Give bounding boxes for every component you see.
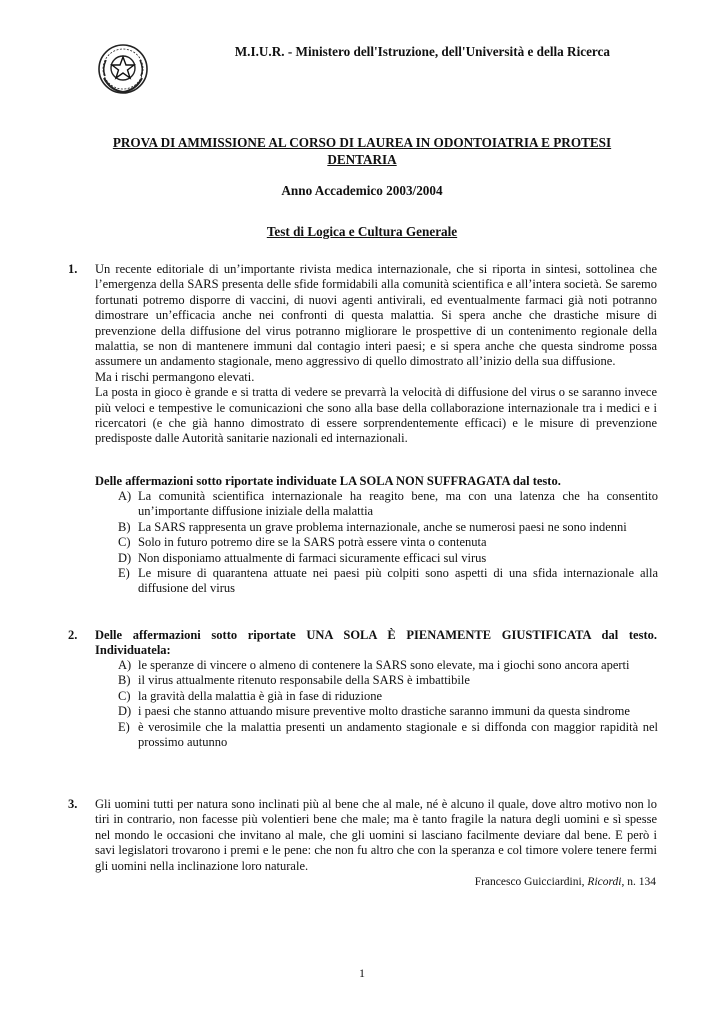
option xyxy=(118,489,658,520)
option xyxy=(118,520,658,535)
question-1-options xyxy=(118,489,658,597)
question-3-text: Gli uomini tutti per natura sono inclinati più al bene che al male, né è alcuno il quale, dove altro motivo non lo tiri in contrario, non facesse più volentieri bene che male; ma è tanto fragile la natura degli uomini e sì spesse nel mondo le occasioni che invitano al male, che gli uomini si lasciano facilmente deviare dal bene. E però i savi legislatori trovarono i premi e le pene: che non fu altro che con la speranza e col timore volere tenere fermi gli uomini nella inclinazione loro naturale. xyxy=(95,797,657,873)
question-1-number: 1. xyxy=(68,262,78,276)
question-3-number: 3. xyxy=(68,797,78,811)
option-letter: C) xyxy=(118,688,131,703)
option-letter: C) xyxy=(118,535,131,550)
option-text: i paesi che stanno attuando misure preventive molto drastiche saranno immuni da questa sindrome xyxy=(138,704,630,719)
exam-title: PROVA DI AMMISSIONE AL CORSO DI LAUREA IN ODONTOIATRIA E PROTESI DENTARIA xyxy=(112,135,612,167)
option-text: la gravità della malattia è già in fase di riduzione xyxy=(138,688,382,703)
italian-republic-emblem-icon xyxy=(96,42,150,96)
question-2-options xyxy=(118,658,658,750)
question-1-paragraph: Un recente editoriale di un’importante rivista medica internazionale, che si riporta in sintesi, sottolinea che l’emergenza della SARS presenta delle sfide formidabili alla comunità scientifica e all’intera società. Se saremo fortunati potremo disporre di vaccini, di nuovi agenti antivirali, ed eventualmente farmaci già noti potranno dimostrare un’efficacia anche nei confronti di questa malattia. Si spera anche che drastiche misure di prevenzione della diffusione del virus potranno migliorare le prospettive di un contenimento regionale della malattia, se non di mantenere immuni dal contagio interi paesi; e si spera anche che questa sindrome possa assumere un andamento stagionale, meno aggressivo di quello dimostrato all’inizio della sua diffusione. xyxy=(95,262,657,369)
option-letter: A) xyxy=(118,489,132,503)
option-letter: B) xyxy=(118,519,131,534)
test-subject: Test di Logica e Cultura Generale xyxy=(266,224,458,239)
option xyxy=(118,689,658,704)
option xyxy=(118,673,658,688)
option-text: Non disponiamo attualmente di farmaci sicuramente efficaci sul virus xyxy=(138,550,487,565)
option xyxy=(118,535,658,550)
option xyxy=(118,704,658,719)
option-text: Le misure di quarantena attuate nei paesi più colpiti sono aspetti di una sfida internazionale alla diffusione del virus xyxy=(138,566,658,596)
question-1-paragraph: Ma i rischi permangono elevati. xyxy=(95,369,255,384)
question-1-prompt: Delle affermazioni sotto riportate individuate LA SOLA NON SUFFRAGATA dal testo. xyxy=(95,474,561,488)
page-number: 1 xyxy=(359,966,365,980)
option xyxy=(118,566,658,597)
citation-author: Francesco Guicciardini, xyxy=(474,876,588,888)
option-text: le speranze di vincere o almeno di contenere la SARS sono elevate, ma i giochi sono ancora aperti xyxy=(138,658,630,672)
question-1-paragraph: La posta in gioco è grande e si tratta di vedere se prevarrà la velocità di diffusione del virus o se saranno invece più veloci e tempestive le comunicazioni che sono alla base della collaborazione internazionale tra i medici e i ricercatori (e che già hanno dimostrato di essere sorprendentemente efficaci) e le misure di prevenzione predisposte dalle Autorità sanitarie nazionali ed internazionali. xyxy=(95,385,657,446)
option-letter: E) xyxy=(118,719,130,734)
option-letter: E) xyxy=(118,566,130,581)
academic-year: Anno Accademico 2003/2004 xyxy=(281,183,443,198)
option-text: è verosimile che la malattia presenti un andamento stagionale e si diffonda con maggior rapidità nel prossimo autunno xyxy=(138,719,658,750)
option-text: il virus attualmente ritenuto responsabile della SARS è imbattibile xyxy=(138,673,470,688)
option xyxy=(118,658,658,673)
option-text: La SARS rappresenta un grave problema internazionale, anche se numerosi paesi ne sono indenni xyxy=(138,519,627,534)
question-2-number: 2. xyxy=(68,628,78,642)
option xyxy=(118,551,658,566)
ministry-heading: M.I.U.R. - Ministero dell'Istruzione, dell'Università e della Ricerca xyxy=(234,44,610,59)
citation-work: Ricordi xyxy=(587,876,622,888)
option xyxy=(118,720,658,751)
option-text: La comunità scientifica internazionale ha reagito bene, ma con una latenza che ha consentito un’importante diffusione iniziale della malattia xyxy=(138,489,658,519)
option-letter: B) xyxy=(118,673,131,688)
option-text: Solo in futuro potremo dire se la SARS potrà essere vinta o contenuta xyxy=(138,535,487,550)
option-letter: A) xyxy=(118,658,132,672)
citation-ref: , n. 134 xyxy=(621,876,656,888)
option-letter: D) xyxy=(118,550,132,565)
citation xyxy=(380,876,656,888)
option-letter: D) xyxy=(118,704,132,719)
question-2-prompt: Delle affermazioni sotto riportate UNA SOLA È PIENAMENTE GIUSTIFICATA dal testo. Individuatela: xyxy=(95,628,657,658)
question-1-text xyxy=(95,262,657,447)
